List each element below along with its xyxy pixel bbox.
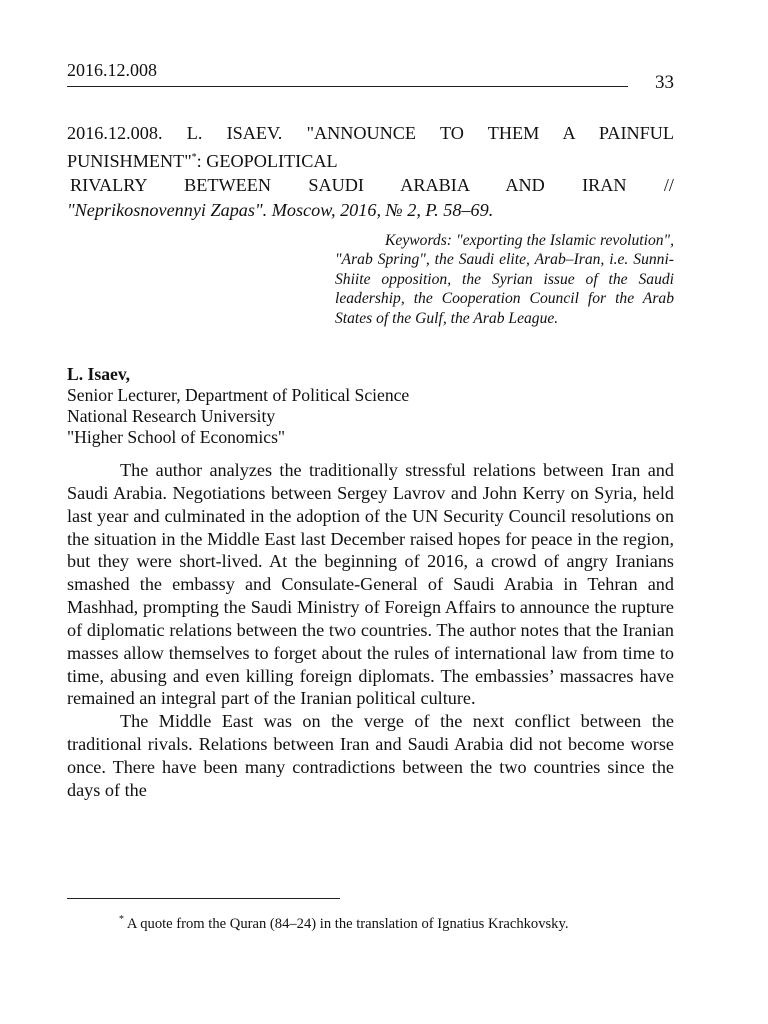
article-body xyxy=(67,459,674,802)
footnote-rule xyxy=(67,898,340,899)
footnote-text: A quote from the Quran (84–24) in the translation of Ignatius Krachkovsky. xyxy=(124,915,569,932)
header-rule xyxy=(67,86,628,87)
title-line-4 xyxy=(67,198,674,223)
paragraph: The author analyzes the traditionally stressful relations between Iran and Saudi Arabia. Negotiations between Sergey Lavrov and John Kerry on Syria, held last year and culminated in the adoption of the UN Security Council resolutions on the situation in the Middle East last December raised hopes for peace in the region, but they were short-lived. At the beginning of 2016, a crowd of angry Iranians smashed the embassy and Consulate-General of Saudi Arabia in Tehran and Mashhad, prompting the Saudi Ministry of Foreign Affairs to announce the rupture of diplomatic relations between the two countries. The author notes that the Iranian masses allow themselves to forget about the rules of international law from time to time, abusing and even killing foreign diplomats. The embassies’ massacres have remained an integral part of the Iranian political culture. xyxy=(67,460,674,709)
page-number: 33 xyxy=(655,72,674,93)
paragraph: The Middle East was on the verge of the next conflict between the traditional rivals. Relations between Iran and Saudi Arabia did not become worse once. There have been many contradictions between the two countries since the days of the xyxy=(67,711,674,800)
title-line-3: RIVALRY BETWEEN SAUDI ARABIA AND IRAN // xyxy=(70,175,674,196)
footnote xyxy=(67,909,674,935)
title-footnote-mark: * xyxy=(191,151,197,163)
issue-code: 2016.12.008 xyxy=(67,60,157,80)
keywords: Keywords: "exporting the Islamic revolution", "Arab Spring", the Saudi elite, Arab–Iran, i.e. Sunni-Shiite opposition, the Syrian issue of the Saudi leadership, the Cooperation Council for the Arab States of the Gulf, the Arab League. xyxy=(335,232,674,327)
running-header xyxy=(67,60,674,92)
article-title xyxy=(67,121,674,222)
source-citation: "Neprikosnovennyi Zapas". Moscow, 2016, № 2, P. 58–69. xyxy=(67,199,494,220)
title-line-1: 2016.12.008. L. ISAEV. "ANNOUNCE TO THEM A PAINFUL xyxy=(67,123,674,143)
title-line-2 xyxy=(67,146,674,174)
author-block xyxy=(67,364,674,448)
document-page xyxy=(67,0,674,1024)
footnote-mark: * xyxy=(119,914,124,925)
title-line-2-rest: : GEOPOLITICAL xyxy=(196,150,338,171)
author-school: "Higher School of Economics" xyxy=(67,427,286,447)
author-institution: National Research University xyxy=(67,406,276,426)
author-position: Senior Lecturer, Department of Political Science xyxy=(67,385,410,405)
title-line-2-text: PUNISHMENT" xyxy=(67,150,192,171)
author-name: L. Isaev, xyxy=(67,364,131,384)
